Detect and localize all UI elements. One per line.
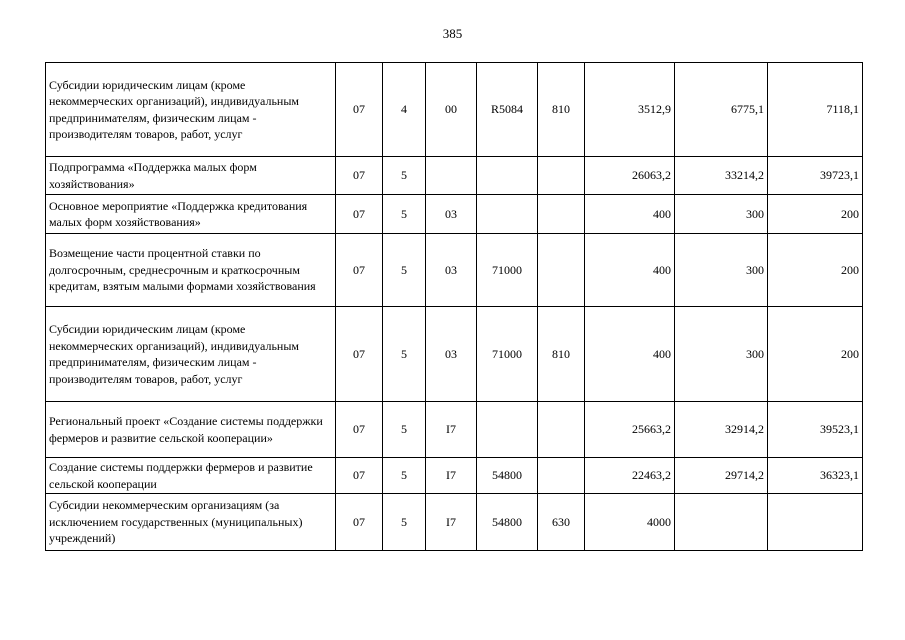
program-code: 07	[336, 307, 383, 402]
activity-code	[426, 157, 477, 195]
row-name: Возмещение части процентной ставки по долгосрочным, среднесрочным и краткосрочным кредитам, взятым малыми формами хозяйствования	[46, 234, 336, 307]
subprogram-code: 5	[383, 307, 426, 402]
amount-year-3: 200	[768, 307, 863, 402]
subprogram-code: 5	[383, 458, 426, 494]
subprogram-code: 5	[383, 234, 426, 307]
program-code: 07	[336, 402, 383, 458]
amount-year-3: 200	[768, 195, 863, 234]
subprogram-code: 5	[383, 402, 426, 458]
amount-year-2: 33214,2	[675, 157, 768, 195]
table-row	[46, 494, 863, 551]
activity-code: 03	[426, 307, 477, 402]
amount-year-3: 39523,1	[768, 402, 863, 458]
table-row	[46, 234, 863, 307]
amount-year-3	[768, 494, 863, 551]
direction-code: R5084	[477, 63, 538, 157]
amount-year-1: 3512,9	[585, 63, 675, 157]
expense-type-code: 810	[538, 63, 585, 157]
row-name: Основное мероприятие «Поддержка кредитования малых форм хозяйствования»	[46, 195, 336, 234]
amount-year-1: 400	[585, 307, 675, 402]
activity-code: 03	[426, 195, 477, 234]
amount-year-1: 26063,2	[585, 157, 675, 195]
program-code: 07	[336, 157, 383, 195]
amount-year-2: 32914,2	[675, 402, 768, 458]
row-name: Субсидии юридическим лицам (кроме некоммерческих организаций), индивидуальным предпринимателям, физическим лицам - производителям товаров, работ, услуг	[46, 63, 336, 157]
program-code: 07	[336, 458, 383, 494]
subprogram-code: 5	[383, 494, 426, 551]
activity-code: I7	[426, 458, 477, 494]
expense-type-code	[538, 234, 585, 307]
budget-table	[45, 62, 863, 551]
expense-type-code	[538, 458, 585, 494]
activity-code: I7	[426, 494, 477, 551]
amount-year-1: 4000	[585, 494, 675, 551]
expense-type-code	[538, 157, 585, 195]
activity-code: 00	[426, 63, 477, 157]
amount-year-3: 200	[768, 234, 863, 307]
amount-year-2: 6775,1	[675, 63, 768, 157]
amount-year-1: 25663,2	[585, 402, 675, 458]
amount-year-1: 400	[585, 195, 675, 234]
row-name: Субсидии некоммерческим организациям (за исключением государственных (муниципальных) учреждений)	[46, 494, 336, 551]
table-row	[46, 307, 863, 402]
table-row	[46, 157, 863, 195]
expense-type-code	[538, 195, 585, 234]
direction-code	[477, 195, 538, 234]
amount-year-1: 22463,2	[585, 458, 675, 494]
direction-code	[477, 157, 538, 195]
table-row	[46, 402, 863, 458]
amount-year-3: 7118,1	[768, 63, 863, 157]
table-row	[46, 63, 863, 157]
amount-year-3: 36323,1	[768, 458, 863, 494]
expense-type-code: 810	[538, 307, 585, 402]
direction-code	[477, 402, 538, 458]
amount-year-2	[675, 494, 768, 551]
row-name: Подпрограмма «Поддержка малых форм хозяйствования»	[46, 157, 336, 195]
amount-year-2: 300	[675, 234, 768, 307]
expense-type-code	[538, 402, 585, 458]
subprogram-code: 5	[383, 195, 426, 234]
page-number: 385	[442, 26, 463, 41]
program-code: 07	[336, 63, 383, 157]
amount-year-2: 300	[675, 307, 768, 402]
amount-year-2: 300	[675, 195, 768, 234]
program-code: 07	[336, 234, 383, 307]
subprogram-code: 4	[383, 63, 426, 157]
direction-code: 71000	[477, 307, 538, 402]
amount-year-1: 400	[585, 234, 675, 307]
subprogram-code: 5	[383, 157, 426, 195]
amount-year-2: 29714,2	[675, 458, 768, 494]
activity-code: I7	[426, 402, 477, 458]
expense-type-code: 630	[538, 494, 585, 551]
direction-code: 54800	[477, 458, 538, 494]
table-row	[46, 458, 863, 494]
amount-year-3: 39723,1	[768, 157, 863, 195]
activity-code: 03	[426, 234, 477, 307]
direction-code: 54800	[477, 494, 538, 551]
direction-code: 71000	[477, 234, 538, 307]
row-name: Региональный проект «Создание системы поддержки фермеров и развитие сельской кооперации»	[46, 402, 336, 458]
table-row	[46, 195, 863, 234]
program-code: 07	[336, 494, 383, 551]
program-code: 07	[336, 195, 383, 234]
row-name: Субсидии юридическим лицам (кроме некоммерческих организаций), индивидуальным предпринимателям, физическим лицам - производителям товаров, работ, услуг	[46, 307, 336, 402]
row-name: Создание системы поддержки фермеров и развитие сельской кооперации	[46, 458, 336, 494]
